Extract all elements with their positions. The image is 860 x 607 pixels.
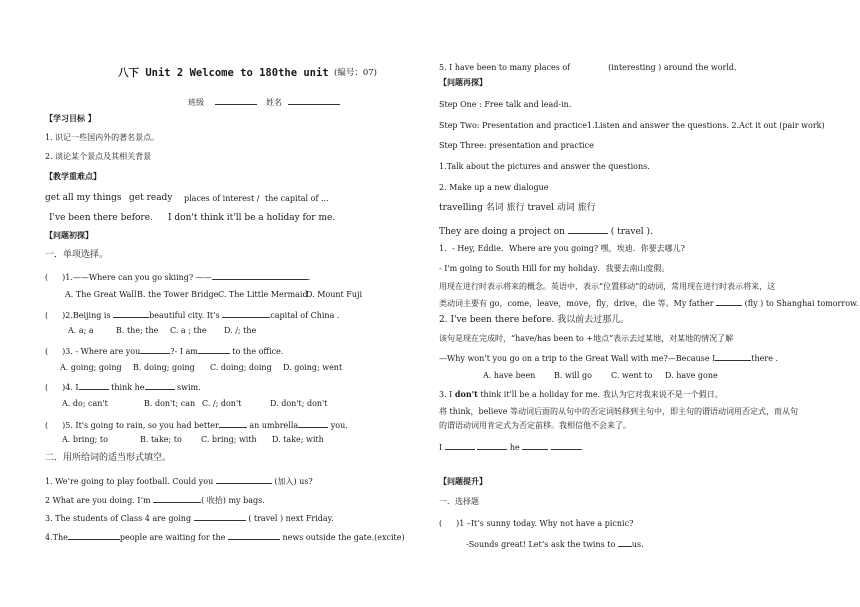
blank[interactable]: [477, 441, 507, 450]
note-1d: 类动词主要有 go，come，leave，move，fly，drive，die 等。My father (fly ) to Shanghai tomorrow.: [439, 299, 859, 308]
blank[interactable]: [212, 271, 308, 280]
question-5: ( )5. It's going to rain, so you had better an umbrella you.: [45, 421, 348, 430]
fill-5: 5. I have been to many places of (interesting ) around the world.: [439, 63, 737, 72]
key-sentence: I've been there before.: [49, 213, 153, 223]
blank[interactable]: [140, 345, 170, 354]
n2-option-b[interactable]: B. will go: [554, 371, 592, 380]
question-4: ( )4. I think he swim.: [45, 383, 201, 392]
class-field[interactable]: 班级: [188, 96, 257, 107]
note-3d: 的谓语动词用肯定式为否定前移。我相信他不会来了。: [439, 421, 631, 430]
step-two: Step Two: Presentation and practice1.Listen and answer the questions. 2.Act it out (pair work): [439, 121, 825, 130]
q4-option-b[interactable]: B. don't; can: [144, 399, 196, 408]
blank[interactable]: [113, 309, 149, 318]
q2-option-a[interactable]: A. a; a: [68, 326, 94, 335]
q2-option-b[interactable]: B. the; the: [116, 326, 159, 335]
note-3: 3. I don't think it'll be a holiday for me. 我认为它对我来说不是一个假日。: [439, 389, 723, 399]
q1-option-c[interactable]: C. The Little Mermaid: [218, 290, 308, 299]
note-1: 1．- Hey, Eddie．Where are you going? 嘿，埃迪．你要去哪儿?: [439, 244, 685, 253]
practice-2: 2. Make up a new dialogue: [439, 183, 549, 192]
answer-slot[interactable]: [48, 272, 62, 280]
project-sentence: They are doing a project on ( travel ).: [439, 227, 653, 237]
select-q1-reply: -Sounds great! Let’s ask the twins to us.: [466, 540, 644, 549]
blank[interactable]: [228, 531, 280, 540]
section-learning-goals: 【学习目标 】: [45, 114, 96, 123]
q5-option-a[interactable]: A. bring; to: [62, 435, 108, 444]
answer-slot[interactable]: [48, 420, 62, 428]
q5-option-d[interactable]: D. take; with: [272, 435, 324, 444]
fill-4: 4.The people are waiting for the news outside the gate.(excite): [45, 533, 405, 542]
blank[interactable]: [198, 345, 230, 354]
q2-option-d[interactable]: D. /; the: [224, 326, 257, 335]
part-multiple-choice: 一．单项选择。: [45, 250, 109, 260]
n2-option-d[interactable]: D. have gone: [665, 371, 718, 380]
blank[interactable]: [79, 381, 109, 390]
fill-2: 2 What are you doing. I’m ( 收拾) my bags.: [45, 496, 265, 505]
note-2: 2. I've been there before. 我以前去过那儿。: [439, 315, 630, 325]
blank[interactable]: [68, 531, 120, 540]
q1-option-d[interactable]: D. Mount Fuji: [306, 290, 363, 299]
q4-option-c[interactable]: C. /; don't: [202, 399, 242, 408]
section-improve: 【问题提升】: [439, 477, 487, 486]
section-key-points: 【教学重难点】: [45, 172, 101, 181]
q3-option-a[interactable]: A. going; going: [60, 363, 122, 372]
question-1: ( )1.——Where can you go skiing? —— .: [45, 273, 311, 282]
goal-1: 1. 识记一些国内外的著名景点。: [45, 133, 160, 142]
document-number: (编号：07): [334, 68, 377, 78]
fill-3: 3. The students of Class 4 are going ( travel ) next Friday.: [45, 514, 334, 523]
q4-option-d[interactable]: D. don't; don't: [270, 399, 328, 408]
goal-2: 2. 谈论某个景点及其相关背景: [45, 152, 152, 161]
blank[interactable]: [522, 441, 548, 450]
note-1b: - I'm going to South Hill for my holiday．我要去南山度假。: [439, 264, 670, 273]
blank[interactable]: [551, 441, 581, 450]
vocab-travelling: travelling 名词 旅行 travel 动词 旅行: [439, 203, 596, 213]
q5-option-c[interactable]: C. bring; with: [201, 435, 257, 444]
blank[interactable]: [715, 352, 751, 361]
note-1c: 用现在进行时表示将来的概念。英语中，表示“位置移动”的动词，常用现在进行时表示将来，这: [439, 282, 776, 291]
question-2: ( )2.Beijing is beautiful city. It’s capital of China .: [45, 311, 340, 320]
section-re-explore: 【问题再探】: [439, 78, 487, 87]
answer-slot[interactable]: [48, 382, 62, 390]
blank[interactable]: [568, 225, 608, 234]
blank[interactable]: [716, 297, 742, 306]
key-phrase: places of interest /: [184, 194, 260, 203]
note-3e: I he .: [439, 443, 584, 452]
blank[interactable]: [445, 441, 475, 450]
blank[interactable]: [298, 419, 328, 428]
blank[interactable]: [222, 309, 270, 318]
blank[interactable]: [618, 538, 632, 547]
name-field[interactable]: 姓名: [266, 96, 340, 107]
q3-option-b[interactable]: B. doing; going: [133, 363, 195, 372]
q1-option-b[interactable]: B. the Tower Bridge: [137, 290, 219, 299]
q1-option-a[interactable]: A. The Great Wall: [65, 290, 137, 299]
key-sentence: I don't think it'll be a holiday for me.: [168, 213, 336, 223]
answer-slot[interactable]: [48, 310, 62, 318]
blank[interactable]: [145, 381, 175, 390]
blank[interactable]: [219, 419, 247, 428]
blank[interactable]: [570, 62, 608, 70]
step-three: Step Three: presentation and practice: [439, 141, 594, 150]
fill-1: 1. We’re going to play football. Could you (加入) us?: [45, 477, 313, 486]
blank[interactable]: [216, 475, 272, 484]
answer-slot[interactable]: [48, 346, 62, 354]
part-selection: 一．选择题: [439, 497, 479, 506]
n2-option-a[interactable]: A. have been: [483, 371, 536, 380]
select-q1: ( )1 –It’s sunny today. Why not have a picnic?: [439, 519, 634, 528]
blank[interactable]: [194, 512, 246, 521]
note-3c: 将 think，believe 等动词后面的从句中的否定词转移到主句中，即主句的谓语动词用否定式，而从句: [439, 407, 798, 416]
part-fill-in: 二．用所给词的适当形式填空。: [45, 453, 172, 463]
key-phrase: get ready: [129, 193, 173, 203]
q4-option-a[interactable]: A. do; can't: [62, 399, 108, 408]
answer-slot[interactable]: [442, 518, 456, 526]
q3-option-c[interactable]: C. doing; doing: [210, 363, 272, 372]
section-first-explore: 【问题初探】: [45, 231, 93, 240]
q5-option-b[interactable]: B. take; to: [140, 435, 182, 444]
q2-option-c[interactable]: C. a ; the: [170, 326, 207, 335]
question-3: ( )3. - Where are you ?- I am to the office.: [45, 347, 284, 356]
q3-option-d[interactable]: D. going; went: [283, 363, 343, 372]
step-one: Step One : Free talk and lead-in.: [439, 100, 572, 109]
n2-option-c[interactable]: C. went to: [611, 371, 653, 380]
key-phrase: get all my things: [45, 193, 122, 203]
practice-1: 1.Talk about the pictures and answer the questions.: [439, 162, 650, 171]
blank[interactable]: [153, 494, 201, 503]
key-phrase: the capital of ...: [265, 194, 329, 203]
note-2c: —Why won’t you go on a trip to the Great Wall with me?—Because I there .: [439, 354, 779, 363]
document-title: 八下 Unit 2 Welcome to 180the unit: [118, 67, 329, 79]
note-2b: 该句是现在完成时，“have/has been to +地点”表示去过某地，对某地的情况了解: [439, 334, 734, 343]
